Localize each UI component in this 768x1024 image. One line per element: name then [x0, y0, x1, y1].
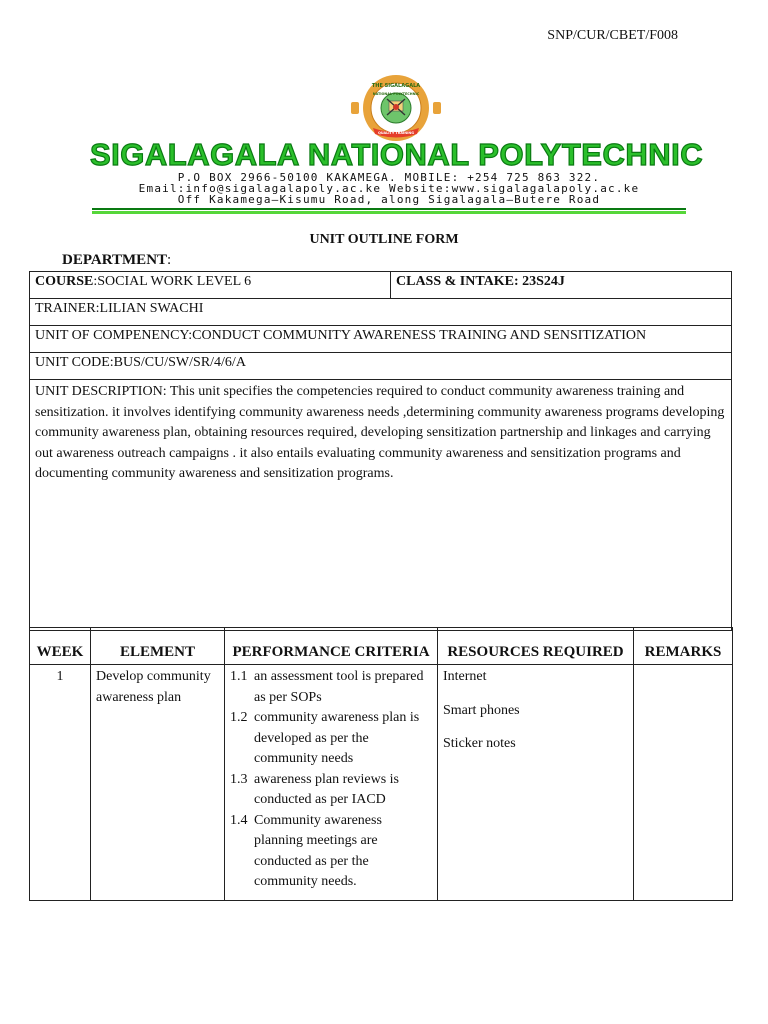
remarks-cell [634, 665, 733, 901]
unit-plan-table [29, 627, 733, 901]
department-colon: : [167, 252, 172, 268]
department-label: DEPARTMENT [62, 252, 168, 268]
institution-name: SIGALAGALA NATIONAL POLYTECHNIC [90, 137, 704, 172]
resource-item: Sticker notes [443, 736, 516, 751]
list-item [230, 708, 432, 770]
class-intake-cell [391, 272, 732, 299]
criterion-text: Community awareness planning meetings are conducted as per the community needs. [254, 812, 382, 889]
week-cell: 1 [30, 665, 91, 901]
list-item [230, 667, 432, 708]
criterion-number: 1.1 [230, 669, 248, 684]
week-header: WEEK [30, 628, 91, 665]
resources-header: RESOURCES REQUIRED [438, 628, 634, 665]
header-divider-light [92, 211, 686, 214]
criteria-cell [225, 665, 438, 901]
unit-code-cell: UNIT CODE:BUS/CU/SW/SR/4/6/A [30, 353, 732, 380]
criterion-number: 1.4 [230, 812, 248, 828]
class-intake-label: CLASS & INTAKE: 23S24J [396, 274, 565, 289]
element-header: ELEMENT [91, 628, 225, 665]
criterion-number: 1.2 [230, 710, 248, 725]
address-line-2: Email:info@sigalagalapoly.ac.ke Website:www.sigalagalapoly.ac.ke [138, 182, 640, 195]
criterion-text: community awareness plan is developed as per the community needs [254, 710, 420, 766]
logo-ribbon-text: QUALITY TRAINING [377, 131, 415, 135]
criteria-header: PERFORMANCE CRITERIA [225, 628, 438, 665]
unit-info-table [29, 271, 732, 631]
criterion-text: awareness plan reviews is conducted as per IACD [254, 771, 400, 807]
course-label: COURSE [35, 274, 94, 289]
address-line-1: P.O BOX 2966-50100 KAKAMEGA. MOBILE: +254 725 863 322. [177, 171, 601, 184]
list-item [230, 770, 432, 811]
plan-header-row [30, 628, 733, 665]
address-line-3: Off Kakamega—Kisumu Road, along Sigalagala—Butere Road [177, 193, 601, 206]
unit-description-cell: UNIT DESCRIPTION: This unit specifies the competencies required to conduct community awareness training and sensitization. it involves identifying community awareness needs ,determining community awareness programs developing community awareness plan, obtaining resources required, developing sensitization partnership and linkages and carrying out awareness outreach campaigns . it also entails evaluating community awareness and sensitization programs and documenting community awareness and sensitization programs. [30, 380, 732, 631]
criterion-text: an assessment tool is prepared as per SOPs [254, 669, 424, 705]
unit-competency-cell: UNIT OF COMPENENCY:CONDUCT COMMUNITY AWARENESS TRAINING AND SENSITIZATION [30, 326, 732, 353]
remarks-header: REMARKS [634, 628, 733, 665]
course-value: :SOCIAL WORK LEVEL 6 [93, 274, 252, 289]
header-divider-dark [92, 208, 686, 210]
resource-item: Internet [443, 669, 487, 684]
table-row [30, 665, 733, 901]
list-item [230, 811, 432, 893]
logo-text-middle: NATIONAL POLYTECHNIC [372, 92, 420, 96]
element-cell: Develop community awareness plan [91, 665, 225, 901]
resource-item: Smart phones [443, 702, 520, 718]
logo-text-top: THE SIGALAGALA [371, 83, 421, 89]
department-field [62, 252, 171, 269]
document-reference-code: SNP/CUR/CBET/F008 [547, 28, 678, 43]
resources-cell [438, 665, 634, 901]
form-title: UNIT OUTLINE FORM [309, 232, 459, 247]
criterion-number: 1.3 [230, 771, 248, 787]
polytechnic-logo [343, 74, 449, 142]
trainer-cell: TRAINER:LILIAN SWACHI [30, 299, 732, 326]
course-cell [30, 272, 391, 299]
